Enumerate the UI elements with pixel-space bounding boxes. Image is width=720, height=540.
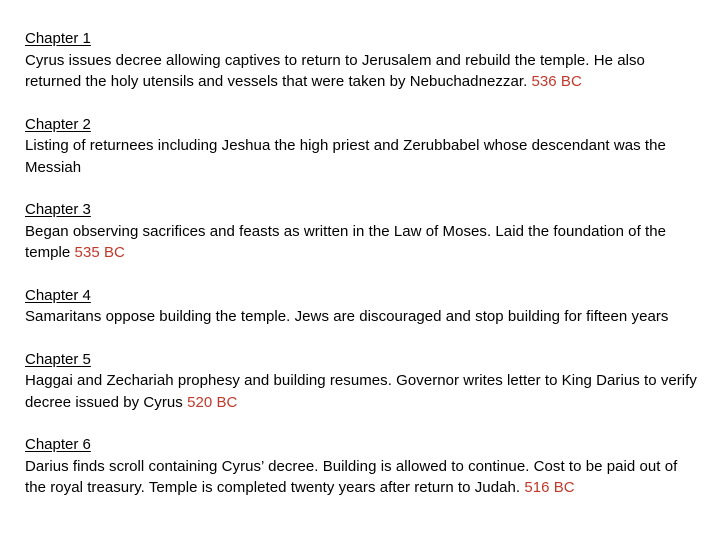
chapter-2 (25, 114, 700, 179)
chapter-text: Haggai and Zechariah prophesy and building resumes. Governor writes letter to King Darius to verify decree issued by Cyrus (25, 372, 697, 411)
chapter-date: 516 BC (524, 479, 575, 496)
chapter-title: Chapter 4 (25, 286, 91, 304)
chapter-title: Chapter 5 (25, 350, 91, 368)
chapter-text: Darius finds scroll containing Cyrus’ decree. Building is allowed to continue. Cost to be paid out of the royal treasury. Temple is completed twenty years after return to Judah. (25, 457, 678, 496)
chapter-summary (25, 135, 700, 178)
chapter-summary (25, 370, 700, 413)
chapter-1 (25, 28, 700, 93)
chapter-4 (25, 285, 700, 328)
chapter-text: Cyrus issues decree allowing captives to return to Jerusalem and rebuild the temple. He also returned the holy utensils and vessels that were taken by Nebuchadnezzar. (25, 51, 645, 90)
chapter-6 (25, 434, 700, 499)
chapter-date: 536 BC (531, 73, 582, 90)
chapter-title: Chapter 1 (25, 30, 91, 47)
chapter-text: Samaritans oppose building the temple. Jews are discouraged and stop building for fifteen years (25, 308, 669, 325)
chapter-date: 520 BC (187, 393, 238, 411)
chapter-3 (25, 199, 700, 264)
chapter-summary (25, 221, 700, 264)
chapter-5 (25, 349, 700, 414)
chapter-summary (25, 456, 700, 499)
chapter-title: Chapter 2 (25, 115, 91, 133)
chapter-date: 535 BC (74, 244, 125, 261)
chapter-text: Began observing sacrifices and feasts as written in the Law of Moses. Laid the foundation of the temple (25, 222, 667, 261)
chapter-summary (25, 306, 700, 328)
chapter-title: Chapter 6 (25, 436, 91, 453)
chapter-text: Listing of returnees including Jeshua the high priest and Zerubbabel whose descendant was the Messiah (25, 137, 666, 176)
chapter-summary (25, 50, 700, 93)
chapter-title: Chapter 3 (25, 201, 91, 218)
